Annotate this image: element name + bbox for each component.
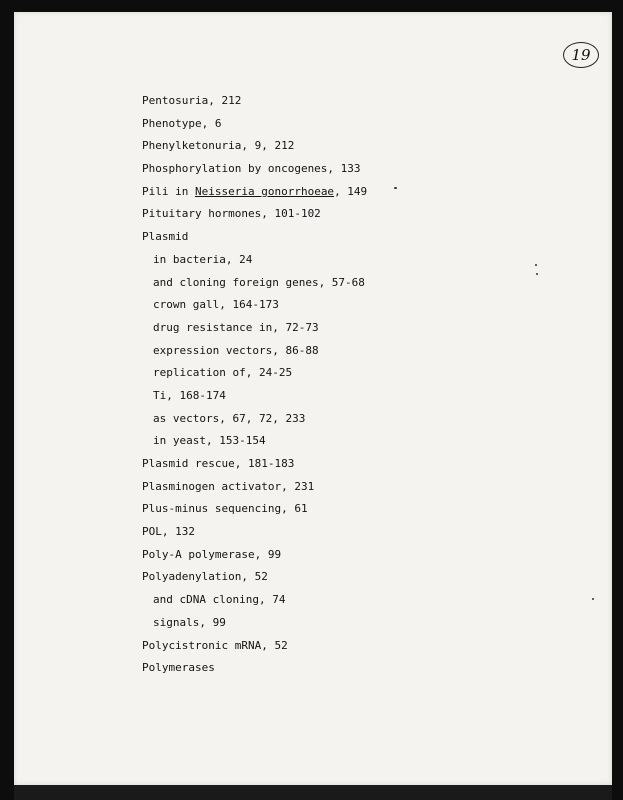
index-subentry: and cloning foreign genes, 57-68 [153, 275, 365, 289]
index-subentry: in bacteria, 24 [153, 252, 253, 266]
ink-speck [592, 598, 594, 600]
entry-text: Pili in [142, 184, 195, 198]
index-entry: Phosphorylation by oncogenes, 133 [142, 162, 361, 176]
entry-page-refs: , 149 [334, 184, 368, 198]
index-entry: Pituitary hormones, 101-102 [142, 207, 321, 221]
index-subentry: signals, 99 [153, 615, 226, 629]
index-entry: Pentosuria, 212 [142, 94, 242, 107]
index-entry: Polycistronic mRNA, 52 [142, 638, 288, 652]
index-subentry: as vectors, 67, 72, 233 [153, 411, 306, 425]
index-subentry: in yeast, 153-154 [153, 434, 266, 448]
index-entry: Phenotype, 6 [142, 116, 222, 130]
index-entries [142, 93, 367, 683]
index-subentry: expression vectors, 86-88 [153, 343, 319, 357]
index-entry [142, 184, 367, 207]
index-entry: Phenylketonuria, 9, 212 [142, 139, 295, 153]
index-entry: Polymerases [142, 661, 215, 675]
index-entry: Plasminogen activator, 231 [142, 479, 315, 493]
index-entry: Poly-A polymerase, 99 [142, 547, 282, 561]
entry-underlined-term: Neisseria gonorrhoeae [194, 184, 335, 198]
ink-speck [536, 273, 538, 275]
index-entry: POL, 132 [142, 525, 195, 539]
index-subentry: Ti, 168-174 [153, 388, 226, 402]
index-subentry: crown gall, 164-173 [153, 298, 279, 312]
index-subentry: drug resistance in, 72-73 [153, 320, 319, 334]
index-subentry: replication of, 24-25 [153, 366, 293, 380]
index-entry: Polyadenylation, 52 [142, 570, 268, 584]
index-entry: Plasmid rescue, 181-183 [142, 457, 295, 470]
ink-speck [535, 264, 537, 266]
circled-page-number: 19 [563, 42, 599, 68]
page-bottom-edge [14, 785, 612, 800]
index-entry: Plus-minus sequencing, 61 [142, 502, 308, 516]
ink-speck [394, 187, 397, 189]
index-subentry: and cDNA cloning, 74 [153, 593, 286, 607]
index-entry: Plasmid [142, 230, 189, 244]
